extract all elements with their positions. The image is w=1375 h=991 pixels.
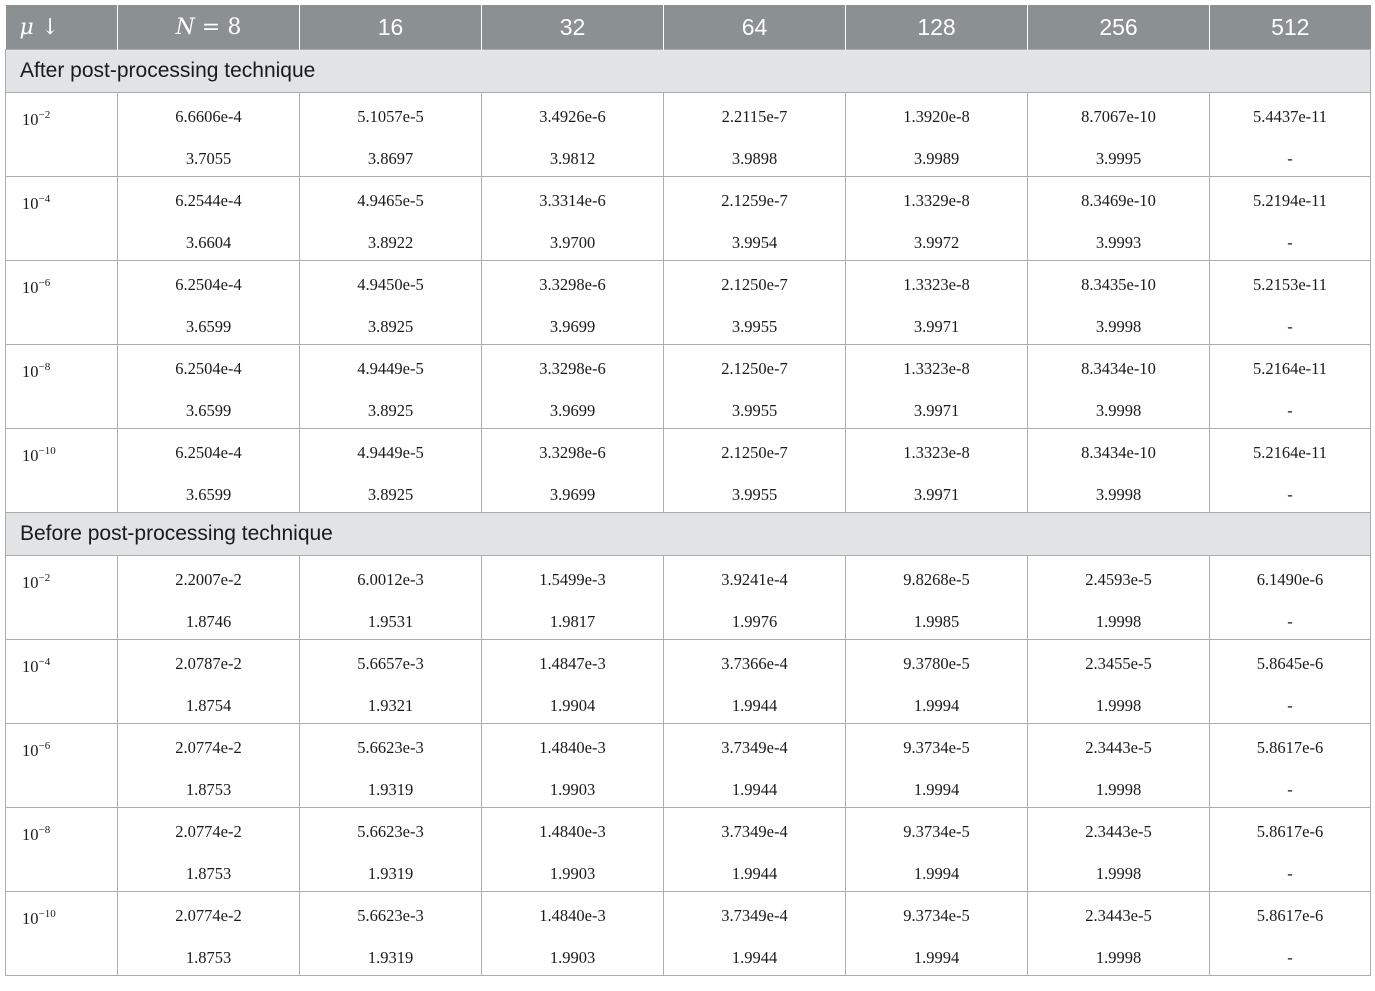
error-value: 9.8268e-5: [903, 570, 970, 589]
error-value: 6.1490e-6: [1256, 570, 1324, 589]
value-cell: [300, 93, 482, 177]
mu-cell: [6, 808, 118, 892]
section-title: After post-processing technique: [6, 50, 1371, 93]
value-cell: [846, 345, 1028, 429]
value-cell: [846, 261, 1028, 345]
error-value: 5.2153e-11: [1252, 275, 1328, 294]
error-value: 5.2194e-11: [1252, 191, 1328, 210]
mu-value: [22, 736, 117, 761]
rate-value: 3.9812: [549, 149, 596, 168]
value-cell: [1028, 640, 1210, 724]
table-row: [6, 808, 1371, 892]
rate-value: 1.9998: [1095, 696, 1142, 715]
value-cell: [664, 724, 846, 808]
table-row: [6, 261, 1371, 345]
mu-base: 10: [22, 110, 39, 129]
mu-base: 10: [22, 362, 39, 381]
value-cell: [482, 808, 664, 892]
value-cell: [482, 345, 664, 429]
down-arrow-icon: ↓: [40, 14, 60, 40]
value-cell: [1210, 640, 1371, 724]
rate-value: 1.9531: [367, 612, 414, 631]
value-cell: [1210, 345, 1371, 429]
error-value: 6.2504e-4: [175, 443, 242, 462]
rate-value: 1.8753: [185, 780, 232, 799]
value-cell: [664, 556, 846, 640]
error-value: 2.3443e-5: [1085, 738, 1152, 757]
rate-value: 1.9944: [731, 948, 778, 967]
error-value: 1.3323e-8: [903, 275, 970, 294]
header-n-16: 16: [300, 5, 482, 50]
mu-base: 10: [22, 825, 39, 844]
value-cell: [846, 640, 1028, 724]
rate-value: 1.8746: [185, 612, 232, 631]
header-n-8: [118, 5, 300, 50]
value-cell: [300, 724, 482, 808]
value-cell: [1210, 429, 1371, 513]
mu-exponent: −10: [38, 445, 56, 457]
rate-value: 3.9971: [913, 485, 960, 504]
rate-value: 3.9972: [913, 233, 960, 252]
rate-value: 1.9998: [1095, 864, 1142, 883]
value-cell: [846, 892, 1028, 976]
rate-value: 3.8697: [367, 149, 414, 168]
error-value: 1.4840e-3: [539, 906, 606, 925]
mu-value: [22, 105, 117, 130]
equals-sign: =: [194, 14, 228, 40]
value-cell: [482, 556, 664, 640]
rate-value: 3.9971: [913, 317, 960, 336]
error-value: 1.4847e-3: [539, 654, 606, 673]
value-cell: [1028, 93, 1210, 177]
value-cell: [1210, 261, 1371, 345]
rate-value: 1.9985: [913, 612, 960, 631]
rate-value: 3.6599: [185, 317, 232, 336]
error-value: 3.3298e-6: [539, 443, 606, 462]
header-n-512: 512: [1210, 5, 1371, 50]
value-cell: [118, 892, 300, 976]
value-cell: [1028, 556, 1210, 640]
error-value: 4.9449e-5: [357, 443, 424, 462]
value-cell: [118, 429, 300, 513]
value-cell: [664, 808, 846, 892]
table-row: [6, 724, 1371, 808]
value-cell: [482, 429, 664, 513]
error-value: 2.0774e-2: [175, 906, 242, 925]
rate-value: 3.9955: [731, 485, 778, 504]
rate-value: 3.9700: [549, 233, 596, 252]
rate-value: -: [1287, 612, 1293, 631]
mu-exponent: −4: [38, 193, 51, 205]
error-value: 3.7349e-4: [721, 822, 788, 841]
mu-base: 10: [22, 194, 39, 213]
rate-value: 1.9321: [367, 696, 414, 715]
rate-value: 3.9898: [731, 149, 778, 168]
mu-value: [22, 904, 117, 929]
table-body: [6, 50, 1371, 976]
mu-exponent: −2: [38, 572, 51, 584]
value-cell: [664, 429, 846, 513]
rate-value: 1.9319: [367, 948, 414, 967]
value-cell: [846, 429, 1028, 513]
error-value: 2.3443e-5: [1085, 822, 1152, 841]
error-value: 2.1250e-7: [721, 275, 788, 294]
error-value: 5.4437e-11: [1252, 107, 1328, 126]
error-value: 5.8617e-6: [1256, 822, 1324, 841]
value-cell: [118, 808, 300, 892]
error-value: 5.6623e-3: [357, 738, 424, 757]
value-cell: [118, 640, 300, 724]
mu-cell: [6, 261, 118, 345]
rate-value: 1.9904: [549, 696, 596, 715]
error-value: 3.3314e-6: [539, 191, 606, 210]
rate-value: 3.8925: [367, 401, 414, 420]
rate-value: 1.8754: [185, 696, 232, 715]
section-title: Before post-processing technique: [6, 513, 1371, 556]
rate-value: 1.9976: [731, 612, 778, 631]
error-value: 1.3323e-8: [903, 443, 970, 462]
table-row: [6, 892, 1371, 976]
value-cell: [664, 892, 846, 976]
error-value: 6.2544e-4: [175, 191, 242, 210]
rate-value: 3.9699: [549, 317, 596, 336]
value-cell: [1028, 261, 1210, 345]
rate-value: -: [1287, 149, 1293, 168]
rate-value: 3.9955: [731, 317, 778, 336]
rate-value: 3.8925: [367, 317, 414, 336]
rate-value: 1.9998: [1095, 780, 1142, 799]
mu-exponent: −4: [38, 656, 51, 668]
value-cell: [118, 345, 300, 429]
error-value: 1.4840e-3: [539, 738, 606, 757]
value-cell: [482, 177, 664, 261]
mu-cell: [6, 556, 118, 640]
rate-value: -: [1287, 948, 1293, 967]
mu-base: 10: [22, 741, 39, 760]
value-cell: [664, 345, 846, 429]
mu-cell: [6, 724, 118, 808]
value-cell: [1210, 892, 1371, 976]
rate-value: 1.9994: [913, 948, 960, 967]
value-cell: [300, 892, 482, 976]
table-row: [6, 93, 1371, 177]
rate-value: 1.9994: [913, 696, 960, 715]
error-value: 1.3920e-8: [903, 107, 970, 126]
rate-value: 1.9903: [549, 780, 596, 799]
value-cell: [846, 93, 1028, 177]
rate-value: 3.6604: [185, 233, 232, 252]
rate-value: 3.9993: [1095, 233, 1142, 252]
mu-base: 10: [22, 446, 39, 465]
mu-cell: [6, 892, 118, 976]
value-cell: [300, 345, 482, 429]
rate-value: -: [1287, 780, 1293, 799]
value-cell: [664, 261, 846, 345]
header-row: [6, 5, 1371, 50]
n-value: 8: [227, 14, 242, 40]
rate-value: 3.6599: [185, 485, 232, 504]
rate-value: 3.9954: [731, 233, 778, 252]
value-cell: [300, 556, 482, 640]
value-cell: [846, 177, 1028, 261]
mu-base: 10: [22, 573, 39, 592]
error-value: 6.2504e-4: [175, 275, 242, 294]
value-cell: [118, 724, 300, 808]
error-value: 2.1259e-7: [721, 191, 788, 210]
mu-value: [22, 273, 117, 298]
value-cell: [846, 724, 1028, 808]
rate-value: -: [1287, 485, 1293, 504]
error-value: 5.8617e-6: [1256, 906, 1324, 925]
header-n-128: 128: [846, 5, 1028, 50]
mu-exponent: −8: [38, 824, 51, 836]
error-value: 1.5499e-3: [539, 570, 606, 589]
table-row: [6, 429, 1371, 513]
rate-value: 1.9319: [367, 864, 414, 883]
error-value: 2.1250e-7: [721, 443, 788, 462]
value-cell: [1028, 808, 1210, 892]
error-value: 9.3734e-5: [903, 738, 970, 757]
mu-cell: [6, 177, 118, 261]
error-value: 4.9449e-5: [357, 359, 424, 378]
value-cell: [300, 261, 482, 345]
error-value: 9.3734e-5: [903, 906, 970, 925]
error-value: 1.3329e-8: [903, 191, 970, 210]
error-value: 5.1057e-5: [357, 107, 424, 126]
value-cell: [118, 261, 300, 345]
error-value: 8.3434e-10: [1081, 443, 1156, 462]
value-cell: [1028, 345, 1210, 429]
mu-cell: [6, 93, 118, 177]
table-row: [6, 640, 1371, 724]
error-value: 2.3443e-5: [1085, 906, 1152, 925]
value-cell: [482, 261, 664, 345]
rate-value: 3.9971: [913, 401, 960, 420]
value-cell: [1210, 724, 1371, 808]
error-value: 3.9241e-4: [721, 570, 788, 589]
n-symbol: N: [175, 14, 195, 40]
mu-cell: [6, 640, 118, 724]
error-value: 5.2164e-11: [1252, 359, 1328, 378]
error-value: 6.6606e-4: [175, 107, 242, 126]
mu-exponent: −6: [38, 277, 51, 289]
error-value: 3.3298e-6: [539, 275, 606, 294]
rate-value: 3.9998: [1095, 317, 1142, 336]
value-cell: [664, 640, 846, 724]
rate-value: 1.8753: [185, 948, 232, 967]
value-cell: [482, 892, 664, 976]
mu-cell: [6, 429, 118, 513]
value-cell: [300, 177, 482, 261]
error-value: 9.3780e-5: [903, 654, 970, 673]
error-value: 3.7366e-4: [721, 654, 788, 673]
value-cell: [664, 177, 846, 261]
value-cell: [1210, 177, 1371, 261]
value-cell: [1028, 724, 1210, 808]
mu-symbol: μ: [19, 14, 34, 40]
error-value: 2.2115e-7: [721, 107, 788, 126]
rate-value: -: [1287, 864, 1293, 883]
error-value: 6.2504e-4: [175, 359, 242, 378]
error-value: 4.9465e-5: [357, 191, 424, 210]
rate-value: 3.9989: [913, 149, 960, 168]
value-cell: [118, 177, 300, 261]
mu-exponent: −10: [38, 908, 56, 920]
value-cell: [1028, 177, 1210, 261]
error-value: 2.0774e-2: [175, 822, 242, 841]
error-value: 9.3734e-5: [903, 822, 970, 841]
value-cell: [1210, 556, 1371, 640]
mu-value: [22, 652, 117, 677]
rate-value: -: [1287, 317, 1293, 336]
rate-value: 3.9998: [1095, 401, 1142, 420]
mu-exponent: −2: [38, 109, 51, 121]
error-value: 1.3323e-8: [903, 359, 970, 378]
error-value: 3.7349e-4: [721, 738, 788, 757]
rate-value: -: [1287, 233, 1293, 252]
mu-value: [22, 568, 117, 593]
error-value: 2.0787e-2: [175, 654, 242, 673]
rate-value: 1.9944: [731, 780, 778, 799]
error-value: 8.3469e-10: [1081, 191, 1156, 210]
table-row: [6, 345, 1371, 429]
rate-value: 3.9995: [1095, 149, 1142, 168]
rate-value: 3.9955: [731, 401, 778, 420]
value-cell: [1028, 892, 1210, 976]
error-value: 5.2164e-11: [1252, 443, 1328, 462]
value-cell: [846, 808, 1028, 892]
mu-base: 10: [22, 909, 39, 928]
rate-value: 3.9699: [549, 485, 596, 504]
header-n-32: 32: [482, 5, 664, 50]
table-row: [6, 556, 1371, 640]
rate-value: 1.9994: [913, 864, 960, 883]
rate-value: 3.9998: [1095, 485, 1142, 504]
rate-value: -: [1287, 696, 1293, 715]
rate-value: 1.9944: [731, 864, 778, 883]
mu-value: [22, 357, 117, 382]
error-value: 6.0012e-3: [357, 570, 424, 589]
error-value: 5.6657e-3: [357, 654, 424, 673]
rate-value: 1.9994: [913, 780, 960, 799]
error-value: 1.4840e-3: [539, 822, 606, 841]
error-value: 8.3435e-10: [1081, 275, 1156, 294]
convergence-table: [5, 5, 1371, 976]
value-cell: [300, 640, 482, 724]
mu-value: [22, 441, 117, 466]
rate-value: 1.9998: [1095, 612, 1142, 631]
value-cell: [1210, 808, 1371, 892]
rate-value: 1.9903: [549, 948, 596, 967]
mu-base: 10: [22, 278, 39, 297]
results-table-container: [5, 5, 1371, 976]
value-cell: [846, 556, 1028, 640]
error-value: 5.6623e-3: [357, 822, 424, 841]
value-cell: [300, 808, 482, 892]
header-n-256: 256: [1028, 5, 1210, 50]
error-value: 3.4926e-6: [539, 107, 606, 126]
mu-exponent: −6: [38, 740, 51, 752]
section-row: [6, 513, 1371, 556]
value-cell: [664, 93, 846, 177]
rate-value: -: [1287, 401, 1293, 420]
mu-cell: [6, 345, 118, 429]
error-value: 2.3455e-5: [1085, 654, 1152, 673]
value-cell: [1028, 429, 1210, 513]
value-cell: [482, 724, 664, 808]
error-value: 3.3298e-6: [539, 359, 606, 378]
rate-value: 1.9944: [731, 696, 778, 715]
error-value: 2.0774e-2: [175, 738, 242, 757]
header-n-64: 64: [664, 5, 846, 50]
value-cell: [482, 640, 664, 724]
rate-value: 3.6599: [185, 401, 232, 420]
rate-value: 1.9998: [1095, 948, 1142, 967]
rate-value: 3.7055: [185, 149, 232, 168]
rate-value: 3.8925: [367, 485, 414, 504]
value-cell: [482, 93, 664, 177]
rate-value: 1.9903: [549, 864, 596, 883]
mu-value: [22, 189, 117, 214]
error-value: 2.4593e-5: [1085, 570, 1152, 589]
error-value: 3.7349e-4: [721, 906, 788, 925]
rate-value: 1.8753: [185, 864, 232, 883]
section-row: [6, 50, 1371, 93]
mu-value: [22, 820, 117, 845]
error-value: 2.1250e-7: [721, 359, 788, 378]
error-value: 5.8617e-6: [1256, 738, 1324, 757]
rate-value: 3.9699: [549, 401, 596, 420]
error-value: 5.8645e-6: [1256, 654, 1324, 673]
header-mu: [6, 5, 118, 50]
mu-base: 10: [22, 657, 39, 676]
value-cell: [1210, 93, 1371, 177]
error-value: 8.7067e-10: [1081, 107, 1156, 126]
error-value: 5.6623e-3: [357, 906, 424, 925]
error-value: 8.3434e-10: [1081, 359, 1156, 378]
table-row: [6, 177, 1371, 261]
value-cell: [300, 429, 482, 513]
error-value: 2.2007e-2: [175, 570, 242, 589]
rate-value: 1.9817: [549, 612, 596, 631]
value-cell: [118, 93, 300, 177]
rate-value: 1.9319: [367, 780, 414, 799]
value-cell: [118, 556, 300, 640]
mu-exponent: −8: [38, 361, 51, 373]
rate-value: 3.8922: [367, 233, 414, 252]
error-value: 4.9450e-5: [357, 275, 424, 294]
